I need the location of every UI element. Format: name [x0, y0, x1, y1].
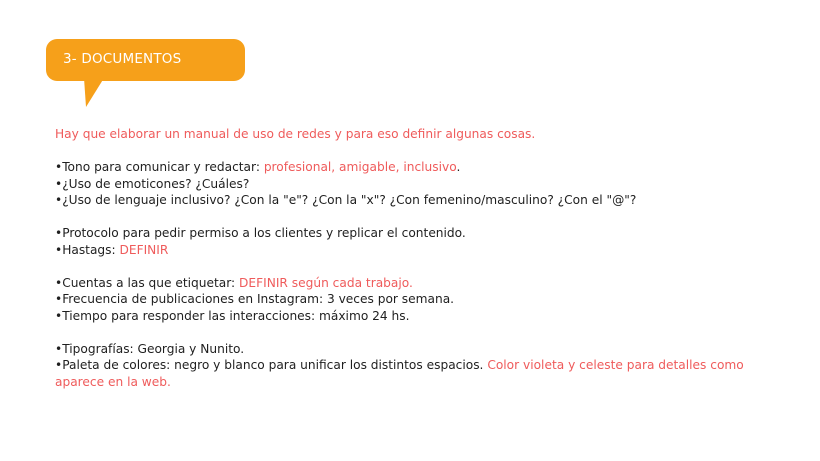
tono-end: . — [456, 160, 461, 174]
list-item-protocolo: •Protocolo para pedir permiso a los clientes y replicar el contenido. — [55, 226, 466, 240]
paleta-value: Color violeta y celeste para detalles como aparece en la web. — [55, 358, 744, 389]
list-item-cuentas — [55, 275, 770, 292]
list-item-frecuencia: •Frecuencia de publicaciones en Instagram: 3 veces por semana. — [55, 292, 455, 306]
spacer — [55, 258, 770, 275]
document-body — [55, 126, 770, 390]
cuentas-value: DEFINIR según cada trabajo. — [239, 275, 413, 290]
list-item-tipografias: •Tipografías: Georgia y Nunito. — [55, 341, 245, 356]
list-item-tiempo: •Tiempo para responder las interacciones: máximo 24 hs. — [55, 308, 410, 323]
list-item-emoticones: •¿Uso de emoticones? ¿Cuáles? — [55, 176, 250, 191]
hastags-value: DEFINIR — [119, 242, 169, 257]
list-item-hastags — [55, 242, 770, 259]
spacer — [55, 143, 770, 160]
spacer — [55, 324, 770, 341]
list-item-lenguaje: •¿Uso de lenguaje inclusivo? ¿Con la "e"? ¿Con la "x"? ¿Con femenino/masculino? ¿Con el "@"? — [55, 193, 637, 207]
paleta-label: •Paleta de colores: negro y blanco para unificar los distintos espacios. — [55, 358, 488, 372]
tono-value: profesional, amigable, inclusivo — [263, 160, 457, 174]
section-title: 3- DOCUMENTOS — [63, 51, 182, 67]
intro-text: Hay que elaborar un manual de uso de redes y para eso definir algunas cosas. — [55, 127, 536, 141]
list-item-tono — [55, 159, 770, 176]
spacer — [55, 209, 770, 226]
cuentas-label: •Cuentas a las que etiquetar: — [55, 275, 240, 290]
hastags-label: •Hastags: — [55, 242, 120, 257]
list-item-paleta — [55, 357, 770, 390]
tono-label: •Tono para comunicar y redactar: — [55, 160, 264, 174]
